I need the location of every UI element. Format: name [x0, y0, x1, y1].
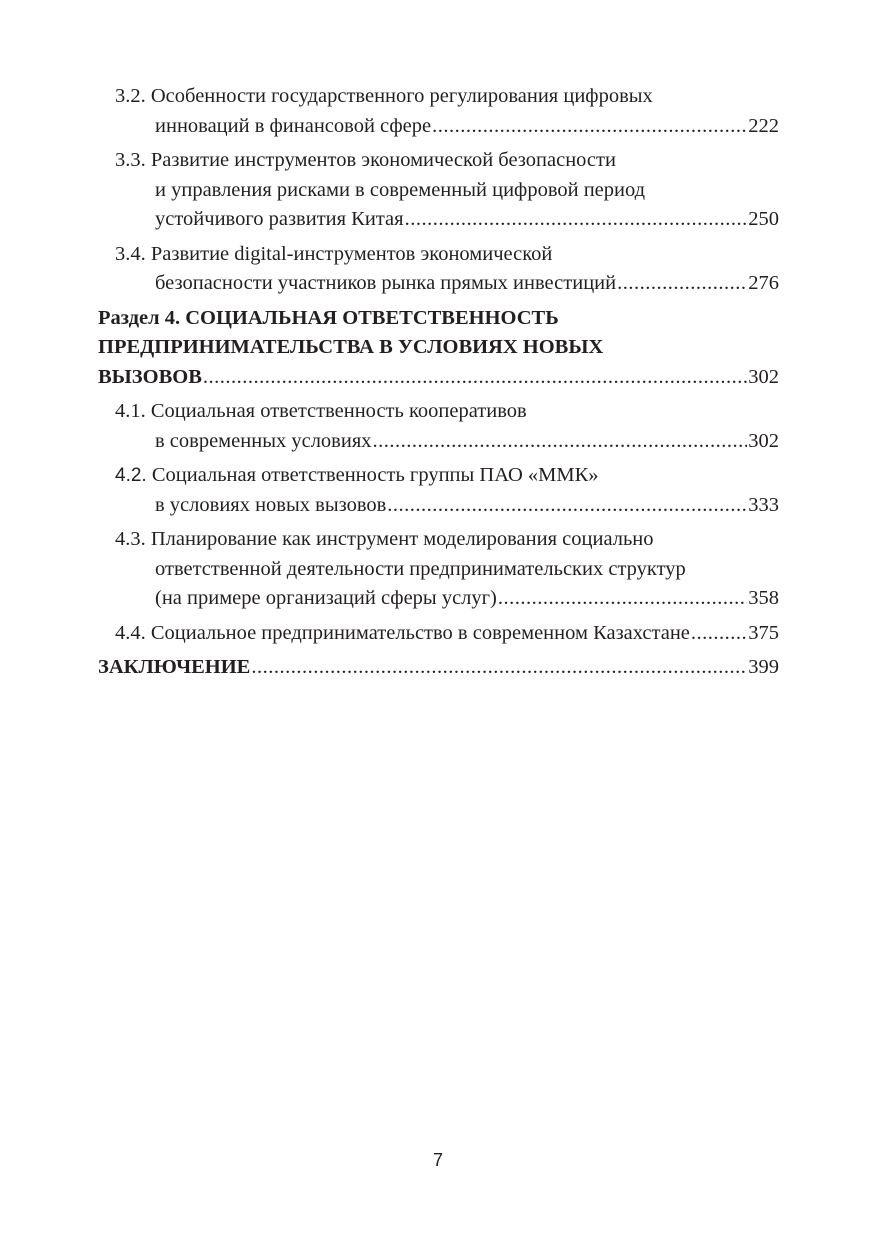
- toc-entry-title-line: и управления рисками в современный цифровой период: [155, 178, 646, 201]
- page-number: 7: [432, 1150, 443, 1170]
- toc-entry-number: 4.4.: [115, 621, 146, 644]
- toc-entry-3-3[interactable]: [115, 146, 779, 235]
- toc-page-number: 302: [748, 429, 779, 452]
- toc-entry-4-1[interactable]: [115, 397, 779, 456]
- dot-leader: [432, 112, 747, 142]
- toc-page-number: 333: [748, 493, 779, 516]
- toc-entry-title-line: в современных условиях: [155, 429, 372, 452]
- toc-entry-title-line: Социальное предпринимательство в современном Казахстане: [150, 621, 690, 644]
- toc-entry-number: 4.1.: [115, 400, 146, 422]
- toc-entry-title-line: Развитие digital-инструментов экономической: [150, 242, 553, 265]
- toc-page-number: 276: [748, 272, 779, 294]
- toc-entry-number: 3.3.: [115, 149, 146, 171]
- toc-entry-title-line: устойчивого развития Китая: [155, 208, 404, 230]
- toc-section-title-line: ВЫЗОВОВ: [98, 365, 202, 388]
- toc-entry-title-line: безопасности участников рынка прямых инвестиций: [155, 272, 617, 294]
- toc-page-number: 222: [748, 114, 779, 137]
- toc-conclusion[interactable]: [98, 653, 779, 683]
- toc-section-4[interactable]: [98, 304, 779, 393]
- toc-entry-title-line: в условиях новых вызовов: [155, 493, 387, 516]
- toc-section-title-line: ЗАКЛЮЧЕНИЕ: [98, 656, 251, 678]
- toc-page-number: 375: [748, 621, 779, 644]
- toc-entry-3-2[interactable]: [115, 82, 779, 141]
- toc-entry-title-line: Особенности государственного регулирования цифровых: [150, 85, 653, 107]
- toc-page-number: 250: [748, 208, 779, 230]
- toc-page-number: 399: [748, 656, 779, 678]
- table-of-contents: [98, 82, 779, 688]
- toc-entry-title-line: Развитие инструментов экономической безопасности: [150, 149, 616, 171]
- toc-entry-title-line: (на примере организаций сферы услуг): [155, 587, 497, 609]
- dot-leader: [251, 653, 747, 683]
- toc-section-title-line: Раздел 4. СОЦИАЛЬНАЯ ОТВЕТСТВЕННОСТЬ: [98, 306, 559, 329]
- toc-entry-title-line: инноваций в финансовой сфере: [155, 114, 432, 137]
- toc-entry-number: 3.4.: [115, 242, 146, 265]
- dot-leader: [405, 205, 748, 235]
- dot-leader: [373, 427, 748, 457]
- toc-entry-title-line: Социальная ответственность кооперативов: [150, 400, 527, 422]
- toc-entry-4-3[interactable]: [115, 525, 779, 614]
- dot-leader: [617, 269, 747, 299]
- toc-section-title-line: ПРЕДПРИНИМАТЕЛЬСТВА В УСЛОВИЯХ НОВЫХ: [98, 336, 604, 358]
- dot-leader: [691, 619, 747, 649]
- toc-entry-title-line: ответственной деятельности предпринимательских структур: [155, 557, 686, 580]
- dot-leader: [203, 363, 747, 393]
- toc-page-number: 358: [748, 587, 779, 609]
- toc-entry-title-line: Социальная ответственность группы ПАО «ММК»: [151, 464, 599, 486]
- toc-entry-number: 3.2.: [115, 85, 146, 107]
- dot-leader: [387, 491, 747, 521]
- dot-leader: [498, 584, 747, 614]
- toc-entry-4-4[interactable]: [115, 619, 779, 649]
- toc-entry-4-2[interactable]: [115, 461, 779, 520]
- toc-entry-title-line: Планирование как инструмент моделирования социально: [150, 528, 654, 550]
- toc-entry-number: 4.2.: [115, 465, 147, 486]
- toc-entry-3-4[interactable]: [115, 240, 779, 299]
- toc-page-number: 302: [748, 365, 779, 388]
- toc-entry-number: 4.3.: [115, 528, 146, 550]
